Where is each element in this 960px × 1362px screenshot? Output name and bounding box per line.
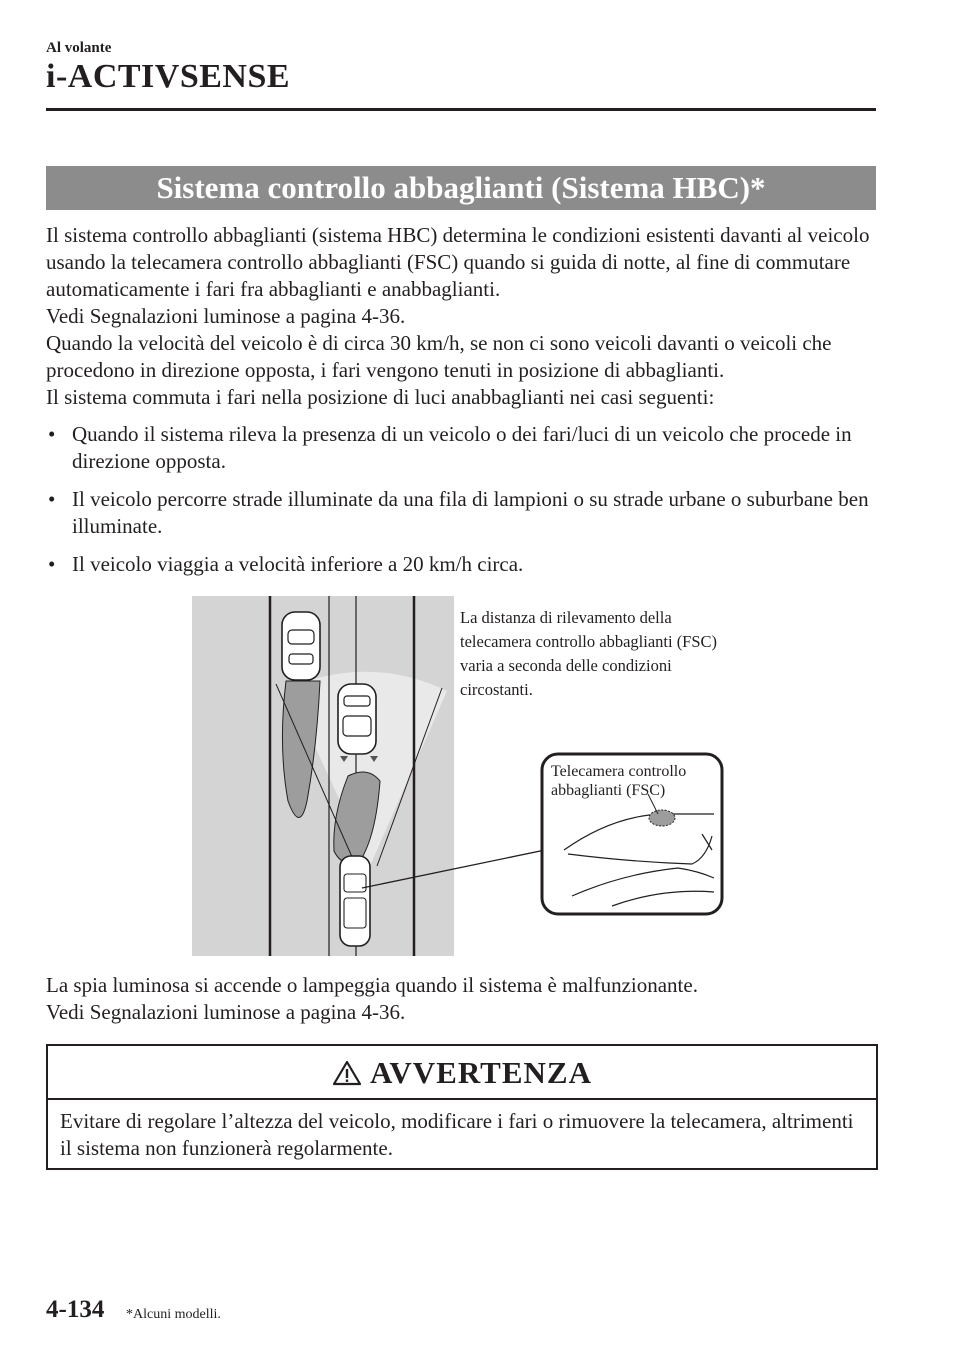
body-text [46, 222, 880, 589]
case-list [46, 421, 880, 578]
reference-link-1: Vedi Segnalazioni luminose a pagina 4-36. [46, 304, 406, 328]
after-figure-text [46, 972, 880, 1026]
oncoming-car-icon [282, 612, 320, 680]
list-item [46, 421, 880, 475]
camera-label [551, 762, 721, 800]
warning-title: AVVERTENZA [370, 1055, 592, 1090]
warning-header [48, 1046, 876, 1100]
camera-label-line-1: Telecamera controllo [551, 763, 687, 780]
warning-lamp-paragraph: La spia luminosa si accende o lampeggia quando il sistema è malfunzionante. [46, 973, 698, 997]
warning-box [46, 1044, 878, 1170]
chapter-title: Al volante [46, 40, 112, 56]
list-item-text: Il veicolo viaggia a velocità inferiore a 20 km/h circa. [72, 552, 524, 576]
leading-car-icon [338, 684, 378, 762]
bullet-icon: • [48, 552, 56, 576]
list-item [46, 486, 880, 540]
section-rule [46, 108, 876, 111]
warning-text: Evitare di regolare l’altezza del veicolo, modificare i fari o rimuovere la telecamera, altrimenti il sistema non funzionerà regolarmente. [60, 1109, 854, 1160]
bullet-icon: • [48, 487, 56, 511]
footnote: *Alcuni modelli. [126, 1307, 221, 1322]
reference-link-2: Vedi Segnalazioni luminose a pagina 4-36. [46, 1000, 406, 1024]
intro-paragraph: Il sistema controllo abbaglianti (sistema HBC) determina le condizioni esistenti davanti al veicolo usando la telecamera controllo abbaglianti (FSC) quando si guida di notte, al fine di commutare automaticamente i fari fra abbaglianti e anabbaglianti. [46, 223, 870, 301]
page-number: 4-134 [46, 1296, 105, 1323]
section-title: i-ACTIVSENSE [46, 58, 291, 95]
warning-icon [332, 1060, 362, 1086]
speed-paragraph: Quando la velocità del veicolo è di circa 30 km/h, se non ci sono veicoli davanti o veicoli che procedono in direzione opposta, i fari vengono tenuti in posizione di abbaglianti. [46, 331, 832, 382]
camera-label-line-2: abbaglianti (FSC) [551, 782, 666, 799]
cases-paragraph: Il sistema commuta i fari nella posizione di luci anabbaglianti nei casi seguenti: [46, 385, 715, 409]
list-item-text: Il veicolo percorre strade illuminate da una fila di lampioni o su strade urbane o suburbane ben illuminate. [72, 487, 869, 538]
detection-distance-label: La distanza di rilevamento della telecamera controllo abbaglianti (FSC) varia a seconda delle condizioni circostanti. [460, 608, 718, 699]
list-item-text: Quando il sistema rileva la presenza di un veicolo o dei fari/luci di un veicolo che procede in direzione opposta. [72, 422, 852, 473]
topic-banner: Sistema controllo abbaglianti (Sistema HBC)* [46, 166, 876, 210]
bullet-icon: • [48, 422, 56, 446]
list-item [46, 551, 880, 578]
own-car-icon [340, 856, 370, 946]
